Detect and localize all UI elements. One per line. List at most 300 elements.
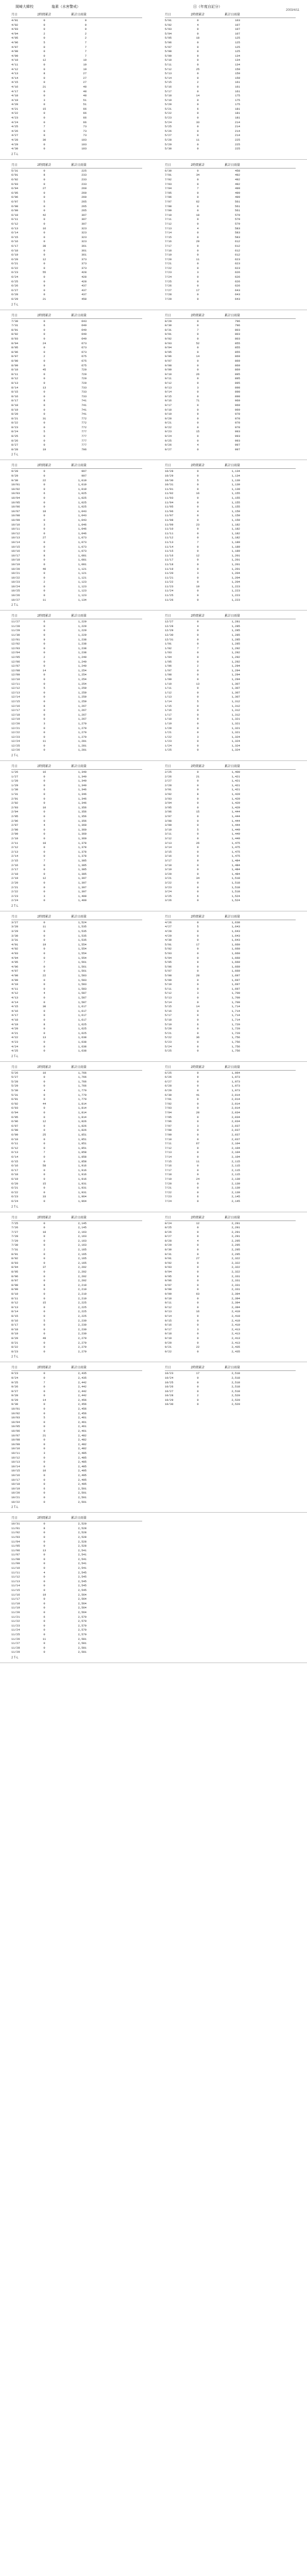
table-cell: 7/16 — [165, 1164, 172, 1168]
table-cell: 0 — [197, 1332, 199, 1336]
table-row — [165, 417, 296, 421]
table-cell: 5/08 — [165, 974, 172, 977]
table-row — [11, 1637, 142, 1642]
table-cell: 8/17 — [11, 399, 19, 403]
table-cell: 7 — [43, 1380, 45, 1384]
table-cell: 10/24 — [165, 1376, 174, 1380]
table-cell: 2/21 — [11, 885, 19, 889]
table-cell: 1,123 — [78, 584, 87, 588]
table-cell: 7/11 — [165, 217, 172, 222]
table-row — [11, 624, 142, 629]
table-cell: 1,019 — [78, 478, 87, 482]
table-cell: 0 — [197, 1287, 199, 1292]
table-cell: 6/14 — [11, 1155, 19, 1159]
table-cell: 11/17 — [165, 558, 174, 562]
column-header: 2時間累計 — [37, 1216, 52, 1219]
table-cell: 0 — [43, 483, 45, 487]
table-row — [165, 381, 296, 386]
table-cell: 0 — [197, 880, 199, 885]
table-cell: 3 — [197, 991, 199, 995]
table-cell: 6/08 — [11, 1128, 19, 1132]
table-row — [11, 969, 142, 974]
table-row — [11, 708, 142, 713]
table-cell: 16 — [42, 770, 46, 774]
table-cell: 8/27 — [11, 443, 19, 447]
table-cell: 8/15 — [11, 1314, 19, 1318]
table-cell: 1,851 — [78, 1133, 87, 1137]
table-cell: 3/12 — [165, 836, 172, 840]
table-row — [165, 258, 296, 262]
table-cell: 0 — [197, 854, 199, 858]
table-cell: 1,766 — [78, 1075, 87, 1079]
table-row — [11, 487, 142, 492]
table-cell: 5 — [43, 1416, 45, 1420]
table-column-left — [0, 614, 154, 753]
table-cell: 0 — [197, 562, 199, 566]
table-cell: 58 — [42, 1164, 46, 1168]
table-cell: 0 — [43, 624, 45, 628]
table-cell: 2,564 — [78, 1601, 87, 1605]
table-cell: 67 — [196, 1142, 200, 1146]
table-cell: 0 — [43, 880, 45, 885]
table-cell: 0 — [197, 1243, 199, 1247]
table-cell: 0 — [197, 195, 199, 199]
table-row — [11, 1434, 142, 1438]
table-row — [11, 518, 142, 523]
table-cell: 0 — [43, 76, 45, 80]
table-cell: 1,858 — [78, 1155, 87, 1159]
table-row — [11, 1160, 142, 1164]
table-row — [11, 585, 142, 589]
table-cell: 2,435 — [78, 1376, 87, 1380]
table-cell: 6/26 — [11, 284, 19, 288]
table-cell: 1,155 — [231, 492, 240, 496]
table-cell: 2,564 — [78, 1606, 87, 1610]
table-row — [11, 249, 142, 253]
table-row — [11, 173, 142, 178]
table-cell: 5/10 — [165, 982, 172, 987]
table-cell: 21 — [42, 84, 46, 89]
table-cell: 7/12 — [165, 222, 172, 226]
column-header: 累計日雨量 — [224, 13, 240, 16]
table-cell: 1,700 — [231, 991, 240, 995]
table-row — [165, 253, 296, 258]
table-cell: 1,073 — [78, 540, 87, 544]
table-cell: 16 — [42, 226, 46, 230]
table-cell: 1,617 — [78, 1009, 87, 1013]
table-cell: 1,638 — [231, 920, 240, 924]
table-cell: 2,037 — [231, 1128, 240, 1132]
table-row — [165, 532, 296, 536]
table-cell: 8/08 — [11, 359, 19, 363]
table-cell: 1,638 — [78, 1049, 87, 1053]
table-cell: 9/07 — [165, 359, 172, 363]
table-row — [165, 169, 296, 174]
table-cell: 7/15 — [165, 235, 172, 239]
table-cell: 38 — [42, 244, 46, 248]
table-cell: 0 — [43, 500, 45, 504]
table-cell: 2,322 — [231, 1270, 240, 1274]
table-row — [11, 1243, 142, 1248]
table-cell: 1,400 — [231, 770, 240, 774]
table-row — [11, 837, 142, 841]
table-cell: 0 — [43, 562, 45, 566]
table-cell: 5/11 — [165, 62, 172, 66]
table-row — [11, 806, 142, 810]
table-cell: 0 — [197, 1150, 199, 1155]
table-cell: 19 — [42, 447, 46, 451]
table-cell: 10/07 — [11, 1433, 20, 1437]
table-page — [0, 313, 307, 461]
table-row — [165, 19, 296, 23]
table-cell: 3/22 — [165, 880, 172, 885]
table-row — [11, 859, 142, 863]
table-cell: 10/31 — [165, 483, 174, 487]
table-cell: 0 — [43, 350, 45, 354]
table-cell: 0 — [197, 739, 199, 743]
table-cell: 0 — [43, 1425, 45, 1429]
table-cell: 5/10 — [165, 58, 172, 62]
table-cell: 2,495 — [78, 1482, 87, 1486]
table-cell: 1,714 — [231, 1018, 240, 1022]
table-cell: 4/29 — [165, 934, 172, 938]
table-cell: 5 — [43, 430, 45, 434]
table-cell: 0 — [197, 279, 199, 283]
table-cell: 0 — [197, 222, 199, 226]
table-cell: 0 — [43, 1146, 45, 1150]
table-cell: 33 — [196, 120, 200, 124]
table-row — [165, 717, 296, 722]
table-cell: 159 — [235, 67, 240, 71]
table-cell: 0 — [197, 567, 199, 571]
table-page — [0, 463, 307, 611]
table-cell: 15 — [196, 430, 200, 434]
table-cell: 1/24 — [165, 743, 172, 748]
table-cell: 2,485 — [78, 1460, 87, 1464]
table-cell: 0 — [43, 872, 45, 876]
table-row — [165, 952, 296, 956]
table-cell: 7/02 — [165, 178, 172, 181]
table-row — [165, 514, 296, 518]
table-column-right — [154, 764, 307, 903]
table-cell: 1,139 — [231, 478, 240, 482]
table-cell: 11/02 — [11, 1531, 20, 1535]
page-columns — [0, 163, 307, 302]
table-cell: 12/22 — [11, 731, 20, 735]
table-cell: 12/19 — [11, 717, 20, 721]
table-cell: 21 — [42, 1433, 46, 1437]
table-cell: 0 — [43, 1575, 45, 1579]
table-cell: 0 — [197, 531, 199, 535]
table-cell: 0 — [43, 147, 45, 151]
table-cell: 8/12 — [11, 1301, 19, 1305]
table-cell: 0 — [197, 421, 199, 425]
table-cell: 2,570 — [78, 1623, 87, 1628]
table-cell: 0 — [43, 589, 45, 593]
table-row — [165, 41, 296, 45]
table-row — [11, 1226, 142, 1230]
table-row — [11, 430, 142, 434]
table-cell: 2,104 — [231, 1146, 240, 1150]
table-cell: 4/04 — [11, 956, 19, 960]
table-row — [165, 1252, 296, 1257]
table-row — [11, 1177, 142, 1182]
table-cell: 1,346 — [78, 788, 87, 792]
column-header: 月日 — [11, 464, 18, 468]
table-row — [11, 1199, 142, 1204]
table-cell: 10/07 — [11, 509, 20, 513]
table-cell: 1,916 — [78, 1168, 87, 1172]
table-row — [11, 72, 142, 76]
table-cell: 2,564 — [78, 1611, 87, 1614]
table-cell: 4/28 — [165, 929, 172, 934]
table-cell: 0 — [43, 708, 45, 713]
table-row — [165, 523, 296, 528]
table-cell: 11/14 — [165, 545, 174, 549]
table-cell: 73 — [83, 129, 87, 133]
table-cell: 2,202 — [78, 1279, 87, 1283]
table-cell: 720 — [81, 368, 87, 372]
table-cell: 181 — [235, 111, 240, 115]
table-row — [165, 249, 296, 253]
table-cell: 0 — [197, 527, 199, 531]
table-cell: 1,346 — [78, 796, 87, 801]
table-cell: 9 — [197, 1075, 199, 1079]
table-cell: 5/06 — [165, 40, 172, 44]
table-cell: 10/18 — [11, 1482, 20, 1486]
table-cell: 0 — [43, 642, 45, 646]
table-cell: 7/06 — [165, 1120, 172, 1124]
table-cell: 7 — [43, 858, 45, 862]
table-cell: 11/27 — [11, 1641, 20, 1646]
table-cell: 17 — [196, 288, 200, 292]
table-cell: 1/18 — [165, 717, 172, 721]
table-cell: 3/25 — [165, 894, 172, 898]
table-cell: 8/28 — [165, 1239, 172, 1243]
table-cell: 10/21 — [11, 571, 20, 575]
table-cell: 1,223 — [231, 594, 240, 598]
table-cell: 2/25 — [165, 770, 172, 774]
table-cell: 0 — [43, 549, 45, 553]
table-cell: 1,475 — [231, 854, 240, 858]
table-cell: 0 — [43, 836, 45, 840]
table-cell: 73 — [83, 133, 87, 138]
table-row — [11, 1310, 142, 1314]
table-cell: 7/09 — [165, 1133, 172, 1137]
table-cell: 1,356 — [78, 810, 87, 814]
table-row — [165, 1160, 296, 1164]
table-row — [11, 952, 142, 956]
table-cell: 8/31 — [165, 328, 172, 332]
table-cell: 1,360 — [78, 827, 87, 832]
table-cell: 1,134 — [231, 469, 240, 473]
table-cell: 626 — [235, 284, 240, 288]
table-row — [165, 938, 296, 943]
column-header-row — [11, 1215, 142, 1221]
table-cell: 1/02 — [165, 646, 172, 650]
table-row — [11, 1650, 142, 1655]
table-row — [11, 1071, 142, 1076]
table-row — [11, 815, 142, 819]
table-cell: 1,155 — [231, 496, 240, 500]
table-cell: 0 — [197, 872, 199, 876]
table-cell: 12/16 — [11, 704, 20, 708]
table-cell: 1,449 — [231, 827, 240, 832]
table-row — [11, 67, 142, 72]
table-row — [11, 1164, 142, 1168]
table-cell: 11/13 — [165, 540, 174, 544]
table-cell: 1,697 — [231, 978, 240, 982]
table-cell: 21 — [42, 297, 46, 301]
table-cell: 7/26 — [165, 284, 172, 288]
table-cell: 48 — [83, 89, 87, 93]
table-cell: 7/07 — [165, 1124, 172, 1128]
table-cell: 323 — [81, 231, 87, 235]
table-cell: 2,014 — [231, 1106, 240, 1110]
table-row — [11, 182, 142, 187]
table-row — [11, 651, 142, 655]
table-cell: 0 — [197, 558, 199, 562]
table-cell: 993 — [235, 438, 240, 443]
table-row — [11, 443, 142, 448]
table-cell: 31 — [42, 416, 46, 420]
table-cell: 0 — [197, 536, 199, 540]
table-cell: 5/22 — [165, 111, 172, 115]
table-row — [165, 231, 296, 235]
table-row — [11, 1265, 142, 1270]
table-cell: 0 — [43, 518, 45, 522]
table-cell: 6/25 — [165, 1071, 172, 1075]
table-cell: 323 — [81, 226, 87, 230]
table-cell: 0 — [43, 1142, 45, 1146]
table-row — [11, 266, 142, 271]
table-row — [11, 359, 142, 364]
table-row — [11, 280, 142, 284]
table-cell: 7/01 — [165, 173, 172, 177]
table-cell: 27 — [83, 76, 87, 80]
table-row — [11, 1575, 142, 1580]
table-cell: 0 — [43, 133, 45, 138]
column-header: 累計日雨量 — [71, 13, 87, 16]
column-header: 累計日雨量 — [71, 1065, 87, 1069]
table-row — [11, 722, 142, 726]
table-row — [165, 669, 296, 673]
table-cell: 0 — [43, 1495, 45, 1499]
table-cell: 2,518 — [231, 1385, 240, 1389]
table-cell: 0 — [43, 332, 45, 336]
table-cell: 1,475 — [231, 845, 240, 850]
table-cell: 0 — [197, 483, 199, 487]
table-cell: 0 — [197, 98, 199, 102]
table-cell: 2,461 — [78, 1416, 87, 1420]
page-columns — [0, 463, 307, 602]
table-cell: 10/23 — [11, 580, 20, 584]
table-cell: 0 — [43, 129, 45, 133]
table-cell: 1,583 — [78, 978, 87, 982]
table-cell: 10/23 — [165, 1371, 174, 1376]
table-cell: 11/06 — [11, 1548, 20, 1552]
table-row — [11, 1328, 142, 1332]
table-cell: 2,461 — [78, 1429, 87, 1433]
column-header: 月日 — [165, 13, 172, 16]
table-cell: 1,766 — [78, 1079, 87, 1083]
table-cell: 612 — [235, 248, 240, 252]
table-row — [165, 390, 296, 395]
table-cell: 777 — [81, 430, 87, 434]
table-cell: 5 — [197, 478, 199, 482]
table-row — [165, 686, 296, 691]
table-row — [11, 408, 142, 413]
table-cell: 6/21 — [11, 262, 19, 266]
table-cell: 2,225 — [78, 1310, 87, 1314]
table-cell: 2,482 — [78, 1438, 87, 1442]
table-cell: 4/18 — [11, 1018, 19, 1022]
table-row — [11, 1173, 142, 1177]
table-cell: 6/24 — [11, 275, 19, 279]
table-cell: 2,165 — [78, 1257, 87, 1261]
table-row — [11, 899, 142, 903]
table-cell: 4 — [43, 991, 45, 995]
column-header: 月日 — [11, 314, 18, 317]
table-row — [165, 1222, 296, 1226]
table-cell: 11/12 — [11, 1575, 20, 1579]
table-cell: 0 — [197, 788, 199, 792]
table-row — [165, 1124, 296, 1129]
table-cell: 1,444 — [231, 823, 240, 827]
table-cell: 0 — [197, 1027, 199, 1031]
table-cell: 14 — [42, 1398, 46, 1402]
table-cell: 0 — [197, 801, 199, 805]
column-header: 2時間累計 — [37, 13, 52, 16]
table-cell: 2,163 — [78, 1234, 87, 1239]
table-cell: 13 — [196, 682, 200, 686]
table-row — [11, 262, 142, 266]
table-cell: 10/27 — [165, 1389, 174, 1393]
table-cell: 1,240 — [78, 655, 87, 659]
table-cell: 0 — [197, 934, 199, 938]
table-cell: 0 — [197, 620, 199, 624]
table-cell: 12/08 — [11, 668, 20, 672]
table-cell: 1,475 — [231, 841, 240, 845]
table-cell: 9/03 — [165, 1265, 172, 1269]
table-row — [165, 395, 296, 399]
table-row — [165, 585, 296, 589]
table-cell: 0 — [43, 1084, 45, 1088]
table-cell: 4/01 — [11, 19, 19, 22]
table-row — [165, 1173, 296, 1177]
table-cell: 1,259 — [78, 686, 87, 690]
table-cell: 7/17 — [165, 244, 172, 248]
table-cell: 9/06 — [165, 1279, 172, 1283]
table-cell: 8/30 — [165, 1248, 172, 1252]
table-cell: 0 — [43, 1186, 45, 1190]
table-cell: 24 — [196, 1177, 200, 1181]
table-cell: 1,484 — [231, 858, 240, 862]
table-cell: 14 — [196, 354, 200, 359]
table-page — [0, 163, 307, 310]
table-cell: 1,429 — [231, 805, 240, 809]
table-cell: 12 — [42, 58, 46, 62]
column-header: 2時間累計 — [37, 464, 52, 468]
table-column-right — [154, 1215, 307, 1354]
table-cell: 2,331 — [231, 1283, 240, 1287]
table-row — [11, 1345, 142, 1350]
table-row — [165, 448, 296, 452]
table-cell: 1,307 — [231, 682, 240, 686]
table-cell: 134 — [235, 58, 240, 62]
table-row — [165, 270, 296, 275]
table-cell: 5/05 — [165, 960, 172, 964]
